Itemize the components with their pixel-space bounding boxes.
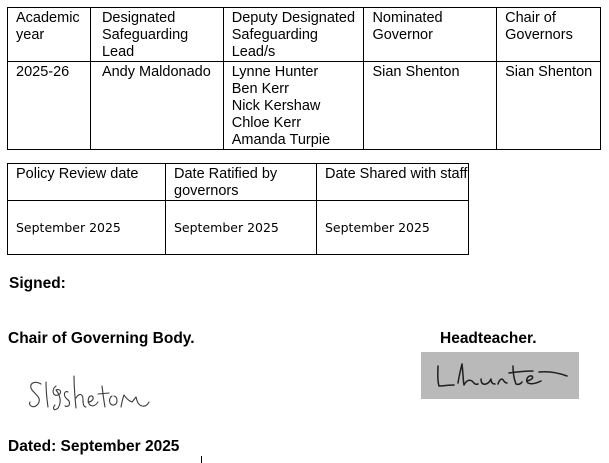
header-academic-year: Academic year [16,10,80,43]
table-cell [90,62,223,150]
chair-of-governors-name: Sian Shenton [505,64,593,80]
header-cell [317,164,469,201]
header-cell [90,8,223,62]
header-cell [364,8,497,62]
deputy-list [224,62,364,149]
headteacher-signature-image [421,352,579,399]
policy-dates-table [7,163,469,255]
date-ratified-value: September 2025 [174,220,279,235]
deputy-name: Nick Kershaw [231,98,321,114]
dates-data-row [8,201,469,255]
table-cell [364,62,497,150]
table-cell [223,62,364,150]
policy-review-date-value: September 2025 [16,220,121,235]
deputy-name: Amanda Turpie [231,132,331,148]
header-dsl: Designated Safeguarding Lead [101,10,189,60]
header-policy-review-date: Policy Review date [16,166,139,182]
table-cell [8,201,166,255]
safeguarding-roles-table [7,7,601,150]
header-cell [8,164,166,201]
roles-data-row [8,62,601,150]
table-cell [8,62,91,150]
header-date-shared: Date Shared with staff [325,166,468,182]
nominated-governor-name: Sian Shenton [372,64,460,80]
chair-signature-image [8,362,178,424]
dates-header-row [8,164,469,201]
header-nominated-governor: Nominated Governor [372,10,443,43]
deputy-name: Chloe Kerr [231,115,302,131]
header-deputy-dsl: Deputy Designated Safeguarding Lead/s [231,10,356,60]
header-date-ratified: Date Ratified by governors [174,166,278,199]
table-cell [166,201,317,255]
header-cell [223,8,364,62]
deputy-name: Lynne Hunter [231,64,319,80]
deputy-name: Ben Kerr [231,81,289,97]
table-cell [317,201,469,255]
headteacher-label: Headteacher. [440,330,537,347]
header-cell [8,8,91,62]
dated-label: Dated: September 2025 [8,438,180,455]
dsl-name: Andy Maldonado [101,64,211,80]
table-cell [497,62,601,150]
roles-header-row [8,8,601,62]
chair-of-governing-body-label: Chair of Governing Body. [8,330,195,347]
academic-year-value: 2025-26 [16,64,70,80]
signed-label: Signed: [9,275,66,292]
date-shared-value: September 2025 [325,220,430,235]
header-cell [166,164,317,201]
header-cell [497,8,601,62]
header-chair-of-governors: Chair of Governors [505,10,573,43]
divider-line [201,456,202,463]
